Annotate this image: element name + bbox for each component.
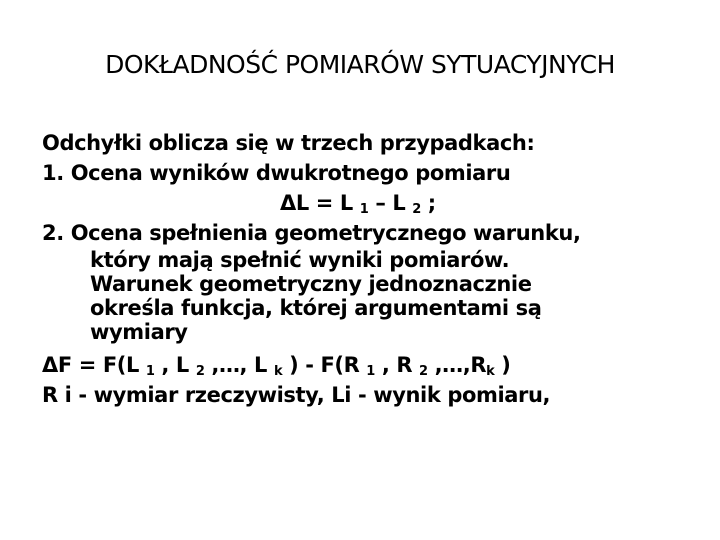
subscript: 2 <box>195 364 205 379</box>
slide-body <box>42 128 692 410</box>
text-line-case-2: 2. Ocena spełnienia geometrycznego warunku, <box>42 221 581 245</box>
subscript: 2 <box>419 364 428 379</box>
formula-part: ,…,R <box>427 353 487 377</box>
formula-part: ΔL = L <box>280 191 360 215</box>
text-line-definitions: R i - wymiar rzeczywisty, Li - wynik pomiaru, <box>42 383 551 407</box>
formula-part: ΔF = F(L <box>42 353 146 377</box>
text-line-intro: Odchyłki oblicza się w trzech przypadkach: <box>42 131 535 155</box>
subscript: 1 <box>359 202 369 217</box>
slide-title: DOKŁADNOŚĆ POMIARÓW SYTUACYJNYCH <box>105 50 615 79</box>
text-line-case-2-cont-4: wymiary <box>90 320 188 344</box>
subscript: k <box>486 364 495 379</box>
subscript: k <box>273 364 283 379</box>
subscript: 2 <box>412 202 421 217</box>
subscript: 1 <box>145 364 155 379</box>
formula-part: ; <box>420 191 436 215</box>
formula-part: ) - F(R <box>282 353 367 377</box>
formula-part: , R <box>374 353 420 377</box>
text-line-case-2-cont-2: Warunek geometryczny jednoznacznie <box>90 272 532 296</box>
text-line-case-2-cont-3: określa funkcja, której argumentami są <box>90 296 542 320</box>
formula-part: ,…, L <box>204 353 274 377</box>
formula-delta-l <box>42 188 692 218</box>
text-line-case-2-cont-1: który mają spełnić wyniki pomiarów. <box>90 248 510 272</box>
formula-part: , L <box>154 353 196 377</box>
formula-part: ) <box>494 353 511 377</box>
subscript: 1 <box>366 364 375 379</box>
text-line-case-1: 1. Ocena wyników dwukrotnego pomiaru <box>42 161 511 185</box>
formula-delta-f <box>42 350 692 380</box>
formula-part: – L <box>368 191 413 215</box>
